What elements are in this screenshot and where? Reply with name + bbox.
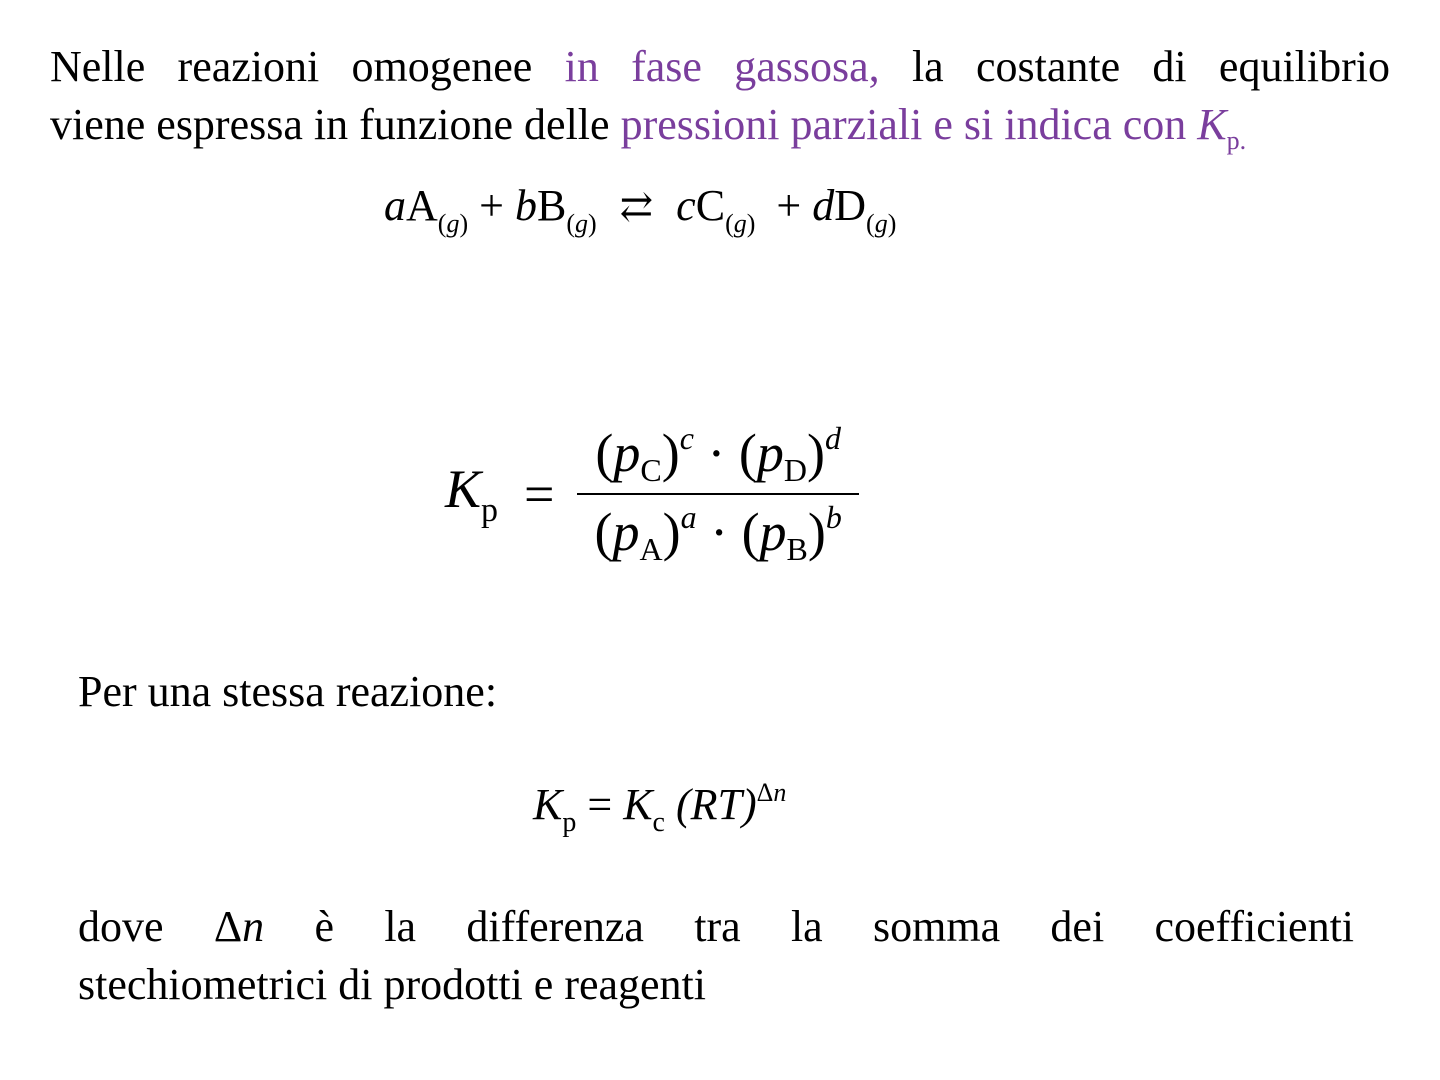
- phase-D: (g): [866, 209, 897, 238]
- delta-symbol: Δ: [213, 902, 243, 951]
- species-C: C: [695, 181, 726, 230]
- rt-term: (RT): [675, 780, 757, 829]
- equals-sign: =: [587, 780, 613, 829]
- phase-letter: g: [874, 209, 888, 238]
- equilibrium-arrow-icon: ⇄: [619, 184, 654, 229]
- explanation-text: è la differenza tra la somma dei coefficienti: [314, 902, 1355, 951]
- kp-numerator: $(p_C)^c \cdot (p_D)^d$: [577, 420, 859, 495]
- exponent: d: [824, 420, 841, 456]
- explanation-text: dove: [78, 902, 164, 951]
- phase-C: (g): [725, 209, 756, 238]
- intro-text: la costante di equilibrio: [911, 42, 1391, 91]
- pressure-subscript: D: [783, 452, 807, 488]
- equals-sign: =: [524, 464, 555, 524]
- exponent: b: [825, 499, 842, 535]
- kp-denominator: $(p_A)^a \cdot (p_B)^b$: [594, 499, 842, 567]
- intro-highlight-text: pressioni parziali e si indica con: [620, 100, 1187, 149]
- kp-lhs: [445, 458, 498, 530]
- coef-d: d: [812, 181, 835, 230]
- explanation-line-1: [78, 898, 1354, 956]
- pressure-subscript: A: [639, 531, 663, 567]
- exponent: a: [680, 499, 697, 535]
- phase-letter: g: [733, 209, 747, 238]
- intro-text: viene espressa in funzione delle: [50, 100, 610, 149]
- reaction-equation: [384, 180, 896, 239]
- intro-text: Nelle reazioni omogenee: [50, 42, 533, 91]
- pressure-symbol: p: [756, 423, 784, 483]
- kp-fraction: [577, 420, 860, 568]
- multiply-dot: ·: [710, 502, 729, 562]
- phase-letter: g: [446, 209, 460, 238]
- n-symbol: n: [773, 778, 787, 807]
- kp-letter: K: [533, 780, 563, 829]
- coef-a: a: [384, 181, 406, 230]
- pressure-symbol: p: [759, 502, 787, 562]
- n-symbol: n: [242, 902, 265, 951]
- kp-inline-subscript: p.: [1226, 126, 1247, 155]
- exponent: c: [679, 420, 694, 456]
- pressure-subscript: C: [640, 452, 662, 488]
- delta-symbol: Δ: [756, 778, 774, 807]
- multiply-dot: ·: [707, 423, 726, 483]
- kp-letter: K: [445, 459, 482, 519]
- plus-sign: +: [776, 181, 802, 230]
- phase-B: (g): [566, 209, 597, 238]
- delta-n-explanation: [78, 898, 1354, 1014]
- explanation-line-2: stechiometrici di prodotti e reagenti: [78, 960, 707, 1009]
- kc-subscript: c: [652, 807, 665, 838]
- kp-kc-relation: [533, 778, 786, 839]
- kp-inline-letter: K: [1197, 100, 1227, 149]
- plus-sign: +: [479, 181, 504, 230]
- same-reaction-text: Per una stessa reazione:: [78, 667, 498, 716]
- delta-n-exponent: [757, 778, 787, 807]
- species-B: B: [536, 181, 567, 230]
- intro-highlight-gas-phase: in fase gassosa,: [564, 42, 880, 91]
- kp-definition-formula: [445, 420, 860, 568]
- kp-subscript: p: [562, 807, 577, 838]
- coef-b: b: [514, 181, 537, 230]
- intro-line-1: [50, 38, 1390, 96]
- kc-letter: K: [623, 780, 653, 829]
- pressure-subscript: B: [786, 531, 808, 567]
- species-A: A: [406, 181, 438, 230]
- phase-letter: g: [574, 209, 588, 238]
- pressure-symbol: p: [612, 502, 640, 562]
- intro-highlight-partial-pressures: [620, 100, 1247, 155]
- coef-c: c: [676, 181, 696, 230]
- intro-line-2: [50, 96, 1390, 170]
- intro-paragraph: [50, 38, 1390, 170]
- kp-subscript: p: [481, 492, 499, 529]
- delta-n-term: [214, 902, 264, 951]
- kp-inline-symbol: [1197, 100, 1247, 155]
- species-D: D: [834, 181, 867, 230]
- pressure-symbol: p: [613, 423, 641, 483]
- phase-A: (g): [437, 209, 469, 238]
